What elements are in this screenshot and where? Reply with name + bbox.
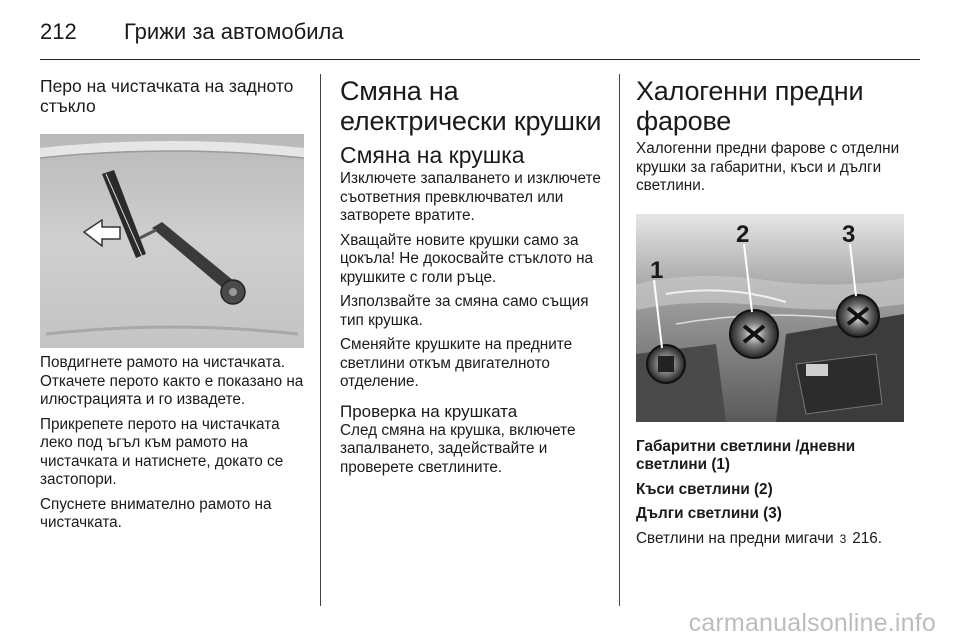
paragraph: Спуснете внимателно рамото на чистачката. [40, 495, 272, 531]
column-headlights [636, 76, 908, 548]
cross-reference [636, 530, 908, 549]
bulb-label-2: Къси светлини (2) [636, 480, 773, 498]
subheading-replace-bulb: Смяна на крушка [340, 142, 525, 168]
page-reference-icon: 3 [839, 531, 847, 546]
cross-reference-page: 216. [852, 529, 882, 547]
bulb-label-1: Габаритни светлини /дневни светлини (1) [636, 437, 856, 473]
watermark: carmanualsonline.info [688, 609, 936, 637]
paragraph: След смяна на крушка, включете запалването, задействайте и проверете светлините. [340, 421, 576, 476]
callout-2: 2 [736, 220, 750, 248]
paragraph: Изключете запалването и изключете съответния превключвател или затворете вратите. [340, 170, 601, 224]
page-header [40, 14, 920, 60]
callout-1: 1 [650, 256, 664, 284]
column-divider [320, 74, 321, 606]
cross-reference-text: Светлини на предни мигачи [636, 529, 834, 547]
section-heading-wiper: Перо на чистачката на задното стъкло [40, 76, 294, 116]
wiper-illustration [40, 134, 304, 348]
page-title: Грижи за автомобила [124, 19, 344, 44]
paragraph: Халогенни предни фарове с отделни крушки за габаритни, къси и дълги светлини. [636, 140, 900, 194]
bulb-label-3: Дълги светлини (3) [636, 505, 782, 522]
section-heading-bulbs: Смяна на електрически крушки [340, 76, 602, 136]
callout-3: 3 [842, 220, 856, 248]
paragraph: Хващайте новите крушки само за цокъла! Не докосвайте стъклото на крушките с голи ръце. [340, 231, 594, 286]
page-number: 212 [40, 19, 77, 44]
subheading-check-bulb: Проверка на крушката [340, 401, 518, 421]
section-heading-headlights: Халогенни предни фарове [636, 76, 864, 136]
paragraph: Сменяйте крушките на предните светлини откъм двигателното отделение. [340, 336, 573, 390]
column-wiper [40, 76, 308, 533]
paragraph: Повдигнете рамото на чистачката. Откачете перото както е показано на илюстрацията и го извадете. [40, 354, 304, 408]
column-divider [619, 74, 620, 606]
column-bulbs [340, 76, 608, 477]
paragraph: Прикрепете перото на чистачката леко под ъгъл към рамото на чистачката и натиснете, докато се застопори. [40, 415, 284, 488]
paragraph: Използвайте за смяна само същия тип крушка. [340, 293, 589, 329]
headlight-illustration [636, 214, 904, 422]
